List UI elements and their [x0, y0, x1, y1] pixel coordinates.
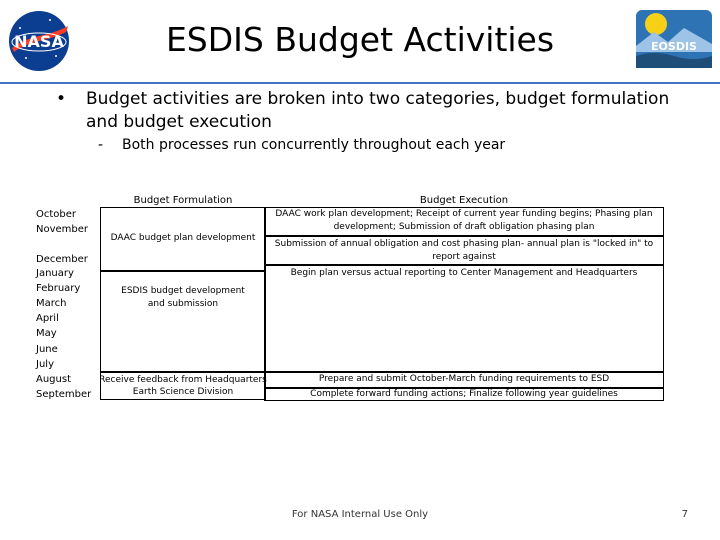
- eosdis-logo-text: EOSDIS: [651, 40, 697, 53]
- formulation-feedback-text: Receive feedback from Headquarters Earth Science Division: [99, 375, 267, 397]
- execution-prepare-text: Prepare and submit October-March funding requirements to ESD: [318, 374, 610, 384]
- sub-bullet: [98, 137, 505, 153]
- formulation-header: Budget Formulation: [133, 195, 233, 206]
- month-august: August: [36, 374, 71, 385]
- month-october: October: [36, 209, 77, 220]
- month-november: November: [36, 224, 89, 235]
- page-number: 7: [681, 509, 688, 520]
- subbullet-marker: -: [98, 137, 104, 153]
- main-bullet-text: Budget activities are broken into two categories, budget formulation and budget execution: [86, 89, 670, 132]
- footer-text: For NASA Internal Use Only: [291, 509, 429, 520]
- month-march: March: [36, 298, 67, 309]
- slide-title: ESDIS Budget Activities: [165, 20, 555, 59]
- title-divider: [0, 82, 720, 84]
- execution-work-plan-text: DAAC work plan development; Receipt of current year funding begins; Phasing plan development; Submission of draft obligation phasing plan: [275, 209, 653, 232]
- main-bullet: [58, 88, 678, 134]
- month-february: February: [36, 283, 81, 294]
- execution-annual-text: Submission of annual obligation and cost phasing plan- annual plan is "locked in" to report against: [274, 239, 654, 262]
- month-april: April: [36, 313, 59, 324]
- month-may: May: [36, 328, 57, 339]
- svg-text:NASA: NASA: [14, 32, 64, 51]
- month-july: July: [36, 359, 54, 370]
- formulation-daac-text: DAAC budget plan development: [110, 233, 256, 243]
- month-january: January: [36, 268, 74, 279]
- execution-reporting-text: Begin plan versus actual reporting to Center Management and Headquarters: [290, 268, 638, 278]
- month-december: December: [36, 254, 88, 265]
- execution-header: Budget Execution: [419, 195, 509, 206]
- sub-bullet-text: Both processes run concurrently throughout each year: [122, 137, 506, 153]
- month-september: September: [36, 389, 92, 400]
- formulation-esdis-text: ESDIS budget development and submission: [121, 286, 245, 309]
- execution-complete-text: Complete forward funding actions; Finalize following year guidelines: [310, 389, 618, 399]
- month-june: June: [36, 344, 58, 355]
- bullet-marker: •: [56, 89, 67, 109]
- execution-reporting-box: [264, 265, 664, 372]
